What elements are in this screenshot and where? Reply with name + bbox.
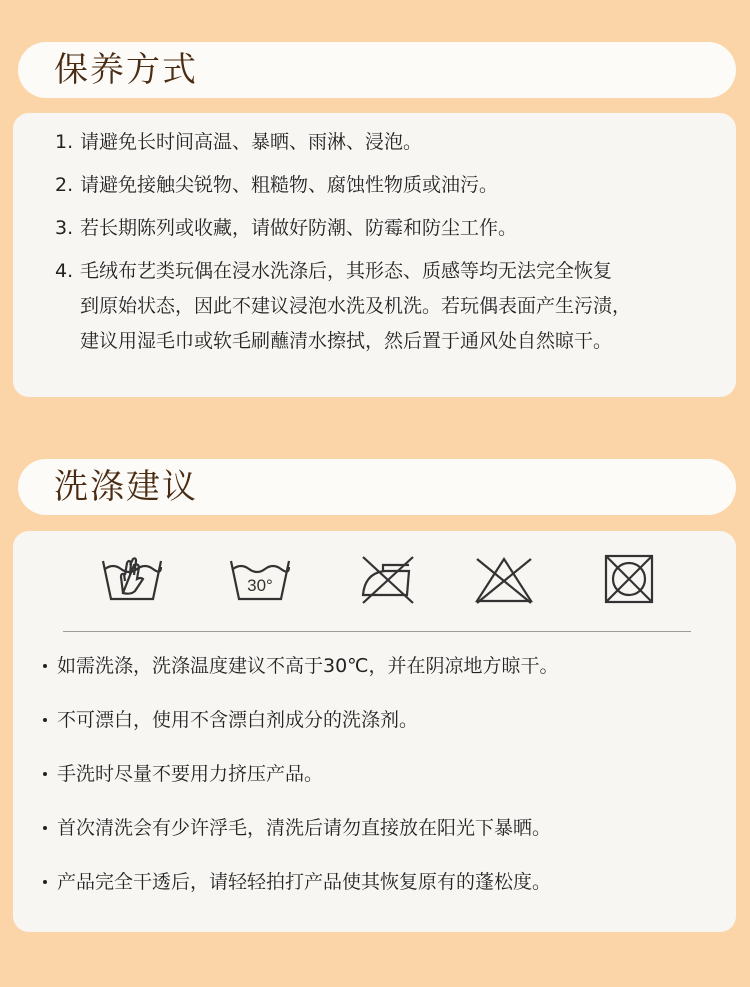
list-item (55, 211, 716, 246)
do-not-bleach-icon (473, 553, 535, 605)
item-number: 1. (55, 131, 74, 153)
bullet-dot (43, 664, 47, 668)
section-divider (63, 631, 691, 632)
bullet-dot (43, 880, 47, 884)
item-text: 首次清洗会有少许浮毛，清洗后请勿直接放在阳光下暴晒。 (57, 817, 552, 839)
item-number: 2. (55, 174, 74, 196)
item-number: 3. (55, 217, 74, 239)
list-item (55, 125, 716, 160)
wash-30-icon (229, 553, 291, 605)
washing-section-header (18, 459, 736, 515)
item-text: 请避免接触尖锐物、粗糙物、腐蚀性物质或油污。 (80, 174, 499, 196)
list-item (55, 254, 716, 359)
list-item (43, 757, 716, 791)
item-text-line: 毛绒布艺类玩偶在浸水洗涤后，其形态、质感等均无法完全恢复 (80, 260, 613, 282)
item-text: 不可漂白，使用不含漂白剂成分的洗涤剂。 (57, 709, 419, 731)
bullet-dot (43, 772, 47, 776)
item-text: 请避免长时间高温、暴晒、雨淋、浸泡。 (80, 131, 423, 153)
hand-wash-icon (101, 553, 163, 605)
washing-advice-card (13, 531, 736, 932)
list-item (55, 168, 716, 203)
bullet-dot (43, 826, 47, 830)
do-not-iron-icon (357, 553, 419, 605)
care-section-header (18, 42, 736, 98)
item-text-line: 到原始状态，因此不建议浸泡水洗及机洗。若玩偶表面产生污渍， (80, 295, 632, 317)
bullet-dot (43, 718, 47, 722)
care-instructions-list (55, 125, 716, 359)
care-section-title: 保养方式 (54, 50, 198, 90)
list-item (43, 865, 716, 899)
washing-advice-list (43, 649, 716, 899)
item-text: 产品完全干透后，请轻轻拍打产品使其恢复原有的蓬松度。 (57, 871, 552, 893)
item-text: 若长期陈列或收藏，请做好防潮、防霉和防尘工作。 (80, 217, 518, 239)
washing-section-title: 洗涤建议 (54, 467, 198, 507)
list-item (43, 811, 716, 845)
wash-temperature-label: 30° (247, 576, 273, 595)
list-item (43, 703, 716, 737)
item-text-line: 建议用湿毛巾或软毛刷蘸清水擦拭，然后置于通风处自然晾干。 (80, 330, 613, 352)
care-instructions-card (13, 113, 736, 397)
do-not-tumble-dry-icon (601, 553, 657, 605)
list-item (43, 649, 716, 683)
item-text: 手洗时尽量不要用力挤压产品。 (57, 763, 324, 785)
care-symbols-row (13, 553, 736, 609)
item-number: 4. (55, 260, 74, 282)
item-text: 如需洗涤，洗涤温度建议不高于30℃，并在阴凉地方晾干。 (57, 655, 559, 677)
